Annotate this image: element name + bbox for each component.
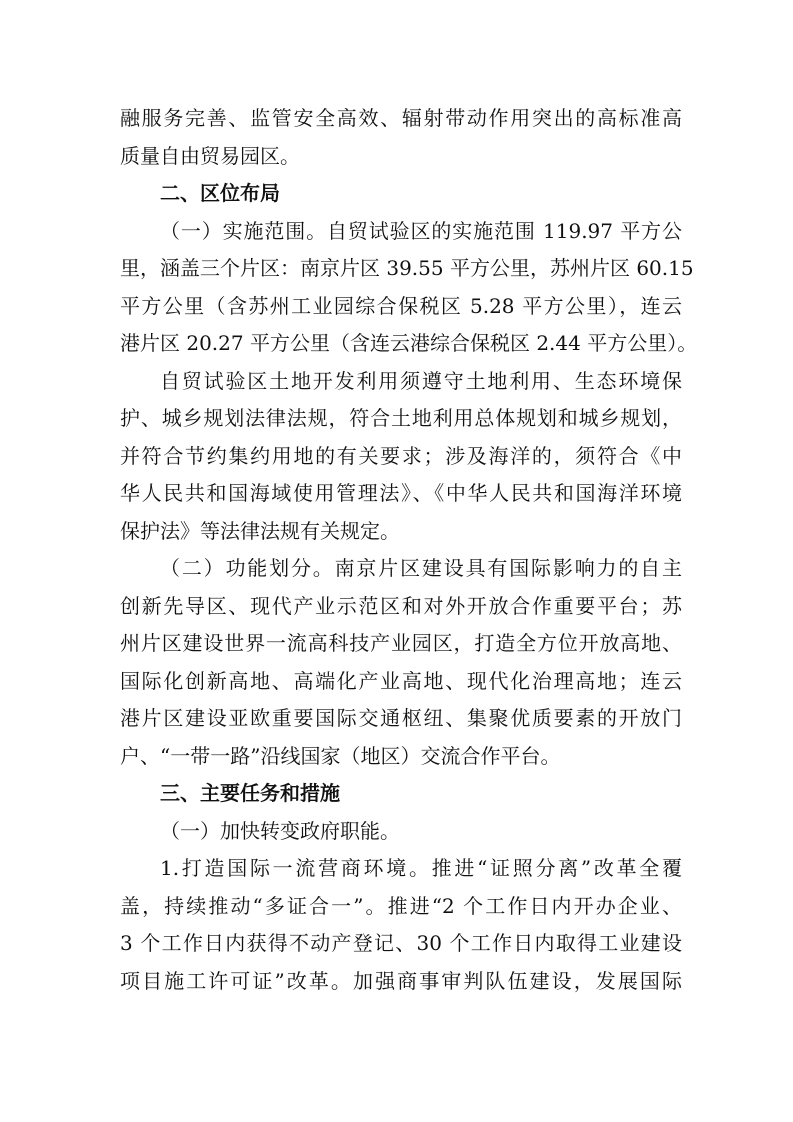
- subsection-heading: （一）加快转变政府职能。: [160, 819, 400, 843]
- paragraph-line: 保护法》等法律法规有关规定。: [120, 519, 400, 543]
- paragraph-line: 国际化创新高地、高端化产业高地、现代化治理高地；连云: [120, 669, 682, 693]
- paragraph-line: 创新先导区、现代产业示范区和对外开放合作重要平台；苏: [120, 594, 682, 618]
- paragraph-line: 户、“一带一路”沿线国家（地区）交流合作平台。: [120, 744, 561, 768]
- paragraph-line: 盖，持续推动“多证合一”。推进“2 个工作日内开办企业、: [120, 894, 682, 918]
- paragraph-line: 华人民共和国海域使用管理法》、《中华人民共和国海洋环境: [120, 481, 682, 505]
- paragraph-line: 港片区建设亚欧重要国际交通枢纽、集聚优质要素的开放门: [120, 706, 682, 730]
- paragraph-line: 3 个工作日内获得不动产登记、30 个工作日内取得工业建设: [120, 931, 682, 955]
- paragraph-line: 自贸试验区土地开发利用须遵守土地利用、生态环境保: [160, 369, 682, 393]
- paragraph-line: 港片区 20.27 平方公里（含连云港综合保税区 2.44 平方公里）。: [120, 331, 698, 355]
- paragraph-line: 州片区建设世界一流高科技产业园区，打造全方位开放高地、: [120, 631, 682, 655]
- paragraph-line: 护、城乡规划法律法规，符合土地利用总体规划和城乡规划，: [120, 406, 682, 430]
- paragraph-line: 融服务完善、监管安全高效、辐射带动作用突出的高标准高: [120, 106, 682, 130]
- paragraph-line: 项目施工许可证”改革。加强商事审判队伍建设，发展国际: [120, 969, 682, 993]
- paragraph-line: 里，涵盖三个片区：南京片区 39.55 平方公里，苏州片区 60.15: [120, 256, 694, 280]
- section-heading: 三、主要任务和措施: [160, 781, 340, 805]
- paragraph-line: 1.打造国际一流营商环境。推进“证照分离”改革全覆: [160, 856, 682, 880]
- paragraph-line: 平方公里（含苏州工业园综合保税区 5.28 平方公里），连云: [120, 294, 682, 318]
- paragraph-line: 质量自由贸易园区。: [120, 144, 300, 168]
- paragraph-line: （二）功能划分。南京片区建设具有国际影响力的自主: [160, 556, 682, 580]
- section-heading: 二、区位布局: [160, 181, 280, 205]
- paragraph-line: 并符合节约集约用地的有关要求；涉及海洋的，须符合《中: [120, 444, 682, 468]
- paragraph-line: （一）实施范围。自贸试验区的实施范围 119.97 平方公: [160, 219, 682, 243]
